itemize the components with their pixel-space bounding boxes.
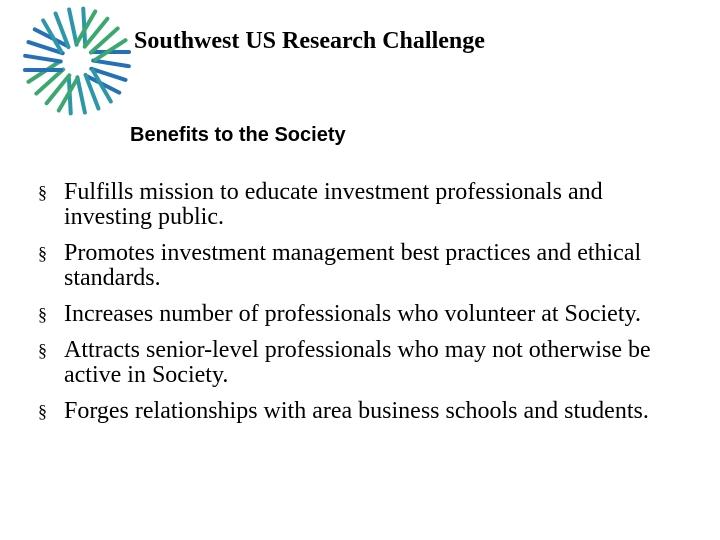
bullet-icon: § — [38, 340, 47, 360]
list-item — [38, 180, 688, 230]
bullet-text: Increases number of professionals who volunteer at Society. — [64, 301, 641, 327]
logo-stripe — [69, 10, 76, 45]
list-item — [38, 338, 688, 388]
organization-logo — [22, 6, 132, 116]
logo-stripe — [25, 56, 61, 62]
logo-stripe — [93, 61, 129, 67]
section-heading: Benefits to the Society — [130, 124, 346, 146]
list-item — [38, 241, 688, 291]
logo-rays — [25, 9, 129, 114]
logo-stripe — [77, 77, 84, 112]
list-item — [38, 302, 688, 327]
list-item — [38, 399, 688, 424]
benefits-list — [38, 180, 688, 435]
slide-title: Southwest US Research Challenge — [134, 28, 485, 54]
bullet-text: Attracts senior-level professionals who may not otherwise be active in Society. — [64, 337, 651, 388]
bullet-text: Forges relationships with area business schools and students. — [64, 398, 649, 424]
bullet-icon: § — [38, 182, 47, 202]
bullet-icon: § — [38, 304, 47, 324]
bullet-text: Fulfills mission to educate investment professionals and investing public. — [64, 179, 603, 230]
bullet-icon: § — [38, 401, 47, 421]
bullet-text: Promotes investment management best practices and ethical standards. — [64, 240, 642, 291]
bullet-icon: § — [38, 243, 47, 263]
